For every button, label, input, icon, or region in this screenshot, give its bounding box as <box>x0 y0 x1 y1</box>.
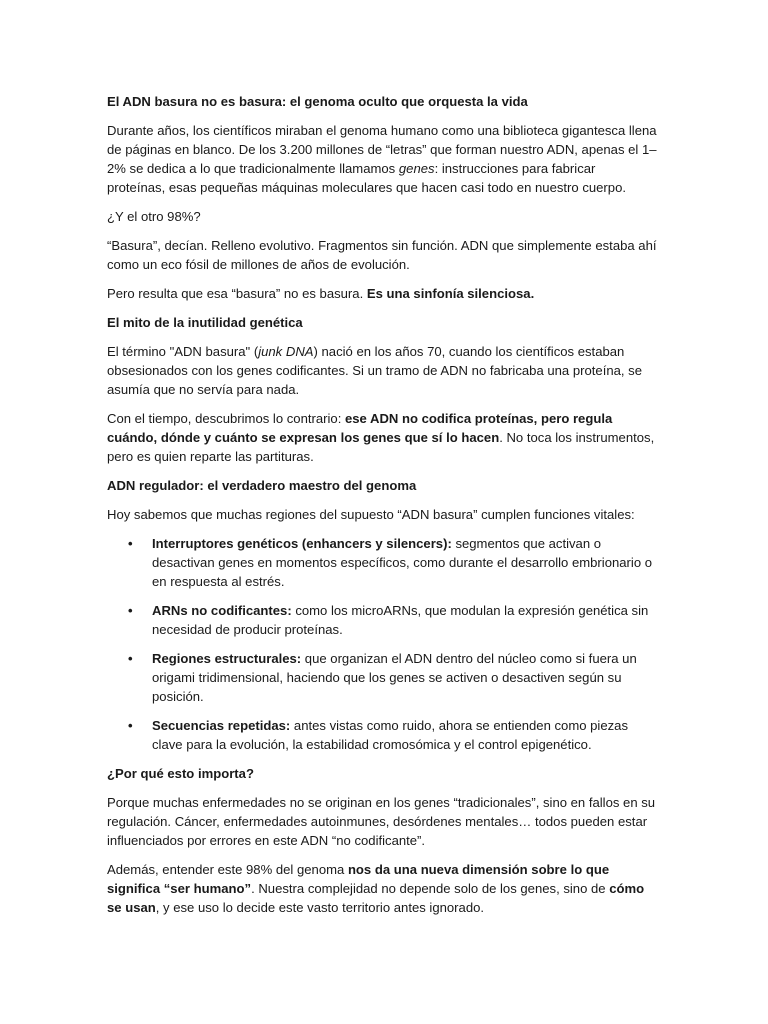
bullet-icon: • <box>128 536 133 551</box>
section2-heading: ADN regulador: el verdadero maestro del genoma <box>107 478 417 493</box>
intro-paragraph-3: “Basura”, decían. Relleno evolutivo. Fragmentos sin función. ADN que simplemente estaba ahí como un eco fósil de millones de años de evolución. <box>107 238 657 272</box>
list-item <box>128 649 657 706</box>
list-item <box>128 601 657 639</box>
intro-p1-emphasis: genes <box>398 161 435 176</box>
document-title: El ADN basura no es basura: el genoma oculto que orquesta la vida <box>107 94 528 109</box>
section1-p2-strong: ese ADN no codifica proteínas, pero regula cuándo, dónde y cuánto se expresan los genes que sí lo hacen <box>107 411 613 445</box>
section1-paragraph-2 <box>107 409 657 466</box>
section1-p1-emphasis: junk DNA <box>258 344 314 359</box>
list-item-text: antes vistas como ruido, ahora se entienden como piezas clave para la evolución, la estabilidad cromosómica y el control epigenético. <box>152 718 629 752</box>
document-page <box>107 92 657 927</box>
section3-p2-text-c: , y ese uso lo decide este vasto territorio antes ignorado. <box>155 900 485 915</box>
section1-p1-text-a: El término "ADN basura" ( <box>107 344 259 359</box>
section2-intro: Hoy sabemos que muchas regiones del supuesto “ADN basura” cumplen funciones vitales: <box>107 507 635 522</box>
bullet-icon: • <box>128 603 133 618</box>
section1-p2-text-a: Con el tiempo, descubrimos lo contrario: <box>107 411 345 426</box>
section3-paragraph-1: Porque muchas enfermedades no se originan en los genes “tradicionales”, sino en fallos en su regulación. Cáncer, enfermedades autoinmunes, desórdenes mentales… todos pueden estar influenciados por errores en este ADN “no codificante”. <box>107 795 656 848</box>
section3-p2-strong-2: cómo se usan <box>107 881 645 915</box>
section3-heading: ¿Por qué esto importa? <box>107 766 254 781</box>
section3-p2-text-b: . Nuestra complejidad no depende solo de los genes, sino de <box>251 881 610 896</box>
bullet-icon: • <box>128 651 133 666</box>
intro-paragraph-4 <box>107 284 657 303</box>
bullet-icon: • <box>128 718 133 733</box>
list-item-term: ARNs no codificantes: <box>152 603 292 618</box>
section3-p2-text-a: Además, entender este 98% del genoma <box>107 862 348 877</box>
regulatory-dna-list <box>107 534 657 754</box>
list-item <box>128 716 657 754</box>
intro-p1-text-a: Durante años, los científicos miraban el genoma humano como una biblioteca gigantesca llena de páginas en blanco. De los 3.200 millones de “letras” que forman nuestro ADN, apenas el 1–2% se dedica a lo que tradicionalmente llamamos <box>107 123 657 176</box>
list-item-text: como los microARNs, que modulan la expresión genética sin necesidad de producir proteínas. <box>152 603 649 637</box>
intro-p1-text-b: : instrucciones para fabricar proteínas, esas pequeñas máquinas moleculares que hacen casi todo en nuestro cuerpo. <box>107 161 626 195</box>
list-item-text: segmentos que activan o desactivan genes en momentos específicos, como durante el desarrollo embrionario o en respuesta al estrés. <box>152 536 653 589</box>
list-item-term: Secuencias repetidas: <box>152 718 291 733</box>
section3-p2-strong-1: nos da una nueva dimensión sobre lo que significa “ser humano” <box>107 862 610 896</box>
intro-p4-text: Pero resulta que esa “basura” no es basura. <box>107 286 367 301</box>
intro-p4-strong: Es una sinfonía silenciosa. <box>366 286 535 301</box>
section1-p2-text-b: . No toca los instrumentos, pero es quien reparte las partituras. <box>107 430 655 464</box>
intro-paragraph-1 <box>107 121 657 197</box>
section1-heading: El mito de la inutilidad genética <box>107 315 303 330</box>
section1-p1-text-b: ) nació en los años 70, cuando los científicos estaban obsesionados con los genes codificantes. Si un tramo de ADN no fabricaba una proteína, se asumía que no servía para nada. <box>107 344 642 397</box>
list-item-term: Regiones estructurales: <box>152 651 302 666</box>
section3-paragraph-2 <box>107 860 657 917</box>
list-item <box>128 534 657 591</box>
list-item-term: Interruptores genéticos (enhancers y silencers): <box>152 536 452 551</box>
section1-paragraph-1 <box>107 342 657 399</box>
intro-paragraph-2: ¿Y el otro 98%? <box>107 209 201 224</box>
list-item-text: que organizan el ADN dentro del núcleo como si fuera un origami tridimensional, haciendo que los genes se activen o desactiven según su posición. <box>152 651 637 704</box>
